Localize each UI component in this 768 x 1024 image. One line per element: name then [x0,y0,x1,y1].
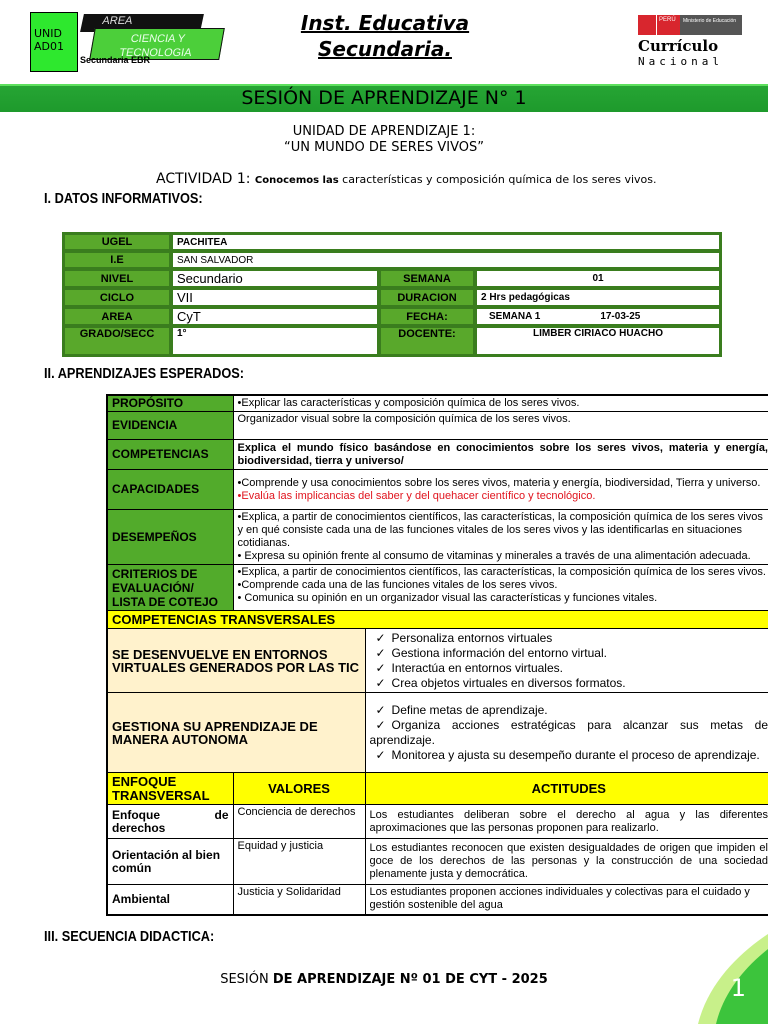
desempenos-label: DESEMPEÑOS [107,510,233,565]
table-row [107,885,768,915]
table-row [107,510,768,565]
table-row [64,289,720,306]
unit-heading [0,124,768,156]
docente-value: LIMBER CIRIACO HUACHO [476,327,720,355]
enfoque-name: Enfoque de derechos [107,805,233,839]
footer-title: DE APRENDIZAJE Nº 01 DE CYT - 2025 [272,972,548,987]
table-row [64,252,720,268]
peru-shield-icon [638,15,656,35]
table-row [64,234,720,250]
docente-label: DOCENTE: [380,327,474,355]
area-row-value: CyT [172,308,378,325]
criterio-2: •Comprende cada una de las funciones vitales de los seres vivos. [237,579,558,591]
tic-capacities [365,629,768,693]
gestiona-capacities [365,693,768,773]
ugel-value: PACHITEA [172,234,720,250]
ie-label: I.E [64,252,170,268]
logo-peru: PERÚ [656,15,680,35]
nivel-label: NIVEL [64,270,170,287]
unit-line-2: “UN MUNDO DE SERES VIVOS” [283,140,484,155]
ugel-label: UGEL [64,234,170,250]
page-number: 1 [730,974,746,1002]
table-row [107,565,768,611]
session-title: SESIÓN DE APRENDIZAJE N° 1 [241,87,527,109]
table-row [107,611,768,629]
unit-badge: UNID AD01 [30,12,78,72]
table-row [107,440,768,470]
logo-title: Currículo [638,37,719,55]
enfoque-actitud: Los estudiantes deliberan sobre el derecho al agua y las diferentes aproximaciones que las personas proponen para realizarlo. [365,805,768,839]
ie-value: SAN SALVADOR [172,252,720,268]
enfoque-name: Ambiental [107,885,233,915]
list-item: ✓ Organiza acciones estratégicas para alcanzar sus metas de aprendizaje. [370,718,768,748]
capacidades-label: CAPACIDADES [107,470,233,510]
table-row [107,773,768,805]
institution-title: Inst. Educativa Secundaria. [300,11,470,61]
list-item: ✓ Monitorea y ajusta su desempeño durante el proceso de aprendizaje. [370,748,768,763]
competencias-value: Explica el mundo físico basándose en conocimientos sobre los seres vivos, materia y energía, biodiversidad, tierra y universo/ [233,440,768,470]
valores-header: VALORES [233,773,365,805]
criterio-1: •Explica, a partir de conocimientos científicos, las características, la composición química de los seres vivos. [237,566,766,578]
list-item: ✓ Crea objetos virtuales en diversos formatos. [370,676,768,691]
desempenos-value [233,510,768,565]
list-item: ✓ Gestiona información del entorno virtual. [370,646,768,661]
section-heading-2: II. APRENDIZAJES ESPERADOS: [44,365,245,382]
nivel-value: Secundario [172,270,378,287]
table-row [64,308,720,325]
capacidades-value [233,470,768,510]
evidencia-label: EVIDENCIA [107,412,233,440]
datos-table [62,232,722,357]
tic-competence: SE DESENVUELVE EN ENTORNOS VIRTUALES GENERADOS POR LAS TIC [107,629,365,693]
semana-value: 01 [476,270,720,287]
enfoque-actitud: Los estudiantes reconocen que existen desigualdades de origen que impiden el goce de los derechos de las personas y la construcción de una sociedad plenamente justa y democrática. [365,839,768,885]
section-heading-3: III. SECUENCIA DIDACTICA: [44,928,215,945]
actitudes-header: ACTITUDES [365,773,768,805]
transversales-header: COMPETENCIAS TRANSVERSALES [107,611,768,629]
fecha-value [476,308,720,325]
logo-ministry: Ministerio de Educación [680,15,742,35]
duracion-value: 2 Hrs pedagógicas [476,289,720,306]
criterios-label: CRITERIOS DE EVALUACIÓN/ LISTA DE COTEJO [107,565,233,611]
area-row-label: AREA [64,308,170,325]
capacidad-1: •Comprende y usa conocimientos sobre los seres vivos, materia y energía, biodiversidad, Tierra y universo. [237,476,761,489]
competencias-label: COMPETENCIAS [107,440,233,470]
semana-label: SEMANA [380,270,474,287]
enfoque-actitud: Los estudiantes proponen acciones individuales y colectivas para el cuidado y gestión sostenible del agua [365,885,768,915]
ciclo-value: VII [172,289,378,306]
activity-bold: Conocemos las [254,175,339,186]
enfoque-valor: Justicia y Solidaridad [233,885,365,915]
activity-rest: características y composición química de los seres vivos. [338,173,657,186]
table-row [107,693,768,773]
unit-line-1: UNIDAD DE APRENDIZAJE 1: [292,124,476,139]
table-row [107,629,768,693]
area-value: CIENCIA Y TECNOLOGIA [89,28,225,60]
list-item: ✓ Personaliza entornos virtuales [370,631,768,646]
criterios-value [233,565,768,611]
criterio-3: • Comunica su opinión en un organizador visual las características y funciones vitales. [237,592,658,604]
desempeno-2: • Expresa su opinión frente al consumo de vitaminas y minerales a través de una alimentación adecuada. [237,550,751,562]
fecha-date: 17-03-25 [600,311,641,322]
table-row [107,805,768,839]
proposito-value: •Explicar las características y composición química de los seres vivos. [233,395,768,412]
area-label: AREA [80,14,204,32]
gestiona-list [370,703,768,763]
activity-prefix: ACTIVIDAD 1: [156,171,255,187]
table-row [107,395,768,412]
grado-label: GRADO/SECC [64,327,170,355]
table-row [64,327,720,355]
curriculo-nacional-logo [638,15,748,70]
footer-prefix: SESIÓN [220,972,273,987]
aprendizajes-table [106,394,768,916]
enfoque-valor: Equidad y justicia [233,839,365,885]
section-heading-1: I. DATOS INFORMATIVOS: [44,190,203,207]
duracion-label: DURACION [380,289,474,306]
gestiona-competence: GESTIONA SU APRENDIZAJE DE MANERA AUTONOMA [107,693,365,773]
table-row [64,270,720,287]
desempeno-1: •Explica, a partir de conocimientos científicos, las características, la composición química de los seres vivos y en qué consiste cada una de las funciones vitales de los seres vivos y las identificarlas en situaciones cotidianas. [237,511,763,549]
list-item: ✓ Interactúa en entornos virtuales. [370,661,768,676]
logo-subtitle: Nacional [638,55,723,68]
grado-value: 1° [172,327,378,355]
list-item: ✓ Define metas de aprendizaje. [370,703,768,718]
tic-list [370,631,768,691]
fecha-label: FECHA: [380,308,474,325]
capacidad-2: •Evalúa las implicancias del saber y del quehacer científico y tecnológico. [237,489,596,502]
ciclo-label: CICLO [64,289,170,306]
footer [0,972,768,987]
enfoque-name: Orientación al bien común [107,839,233,885]
table-row [107,412,768,440]
table-row [107,470,768,510]
area-subtitle: Secundaria EBR [80,55,151,65]
activity-line [156,171,657,187]
enfoque-valor: Conciencia de derechos [233,805,365,839]
fecha-week: SEMANA 1 [489,311,541,322]
proposito-label: PROPÓSITO [107,395,233,412]
table-row [107,839,768,885]
evidencia-value: Organizador visual sobre la composición química de los seres vivos. [233,412,768,440]
enfoque-header: ENFOQUE TRANSVERSAL [107,773,233,805]
